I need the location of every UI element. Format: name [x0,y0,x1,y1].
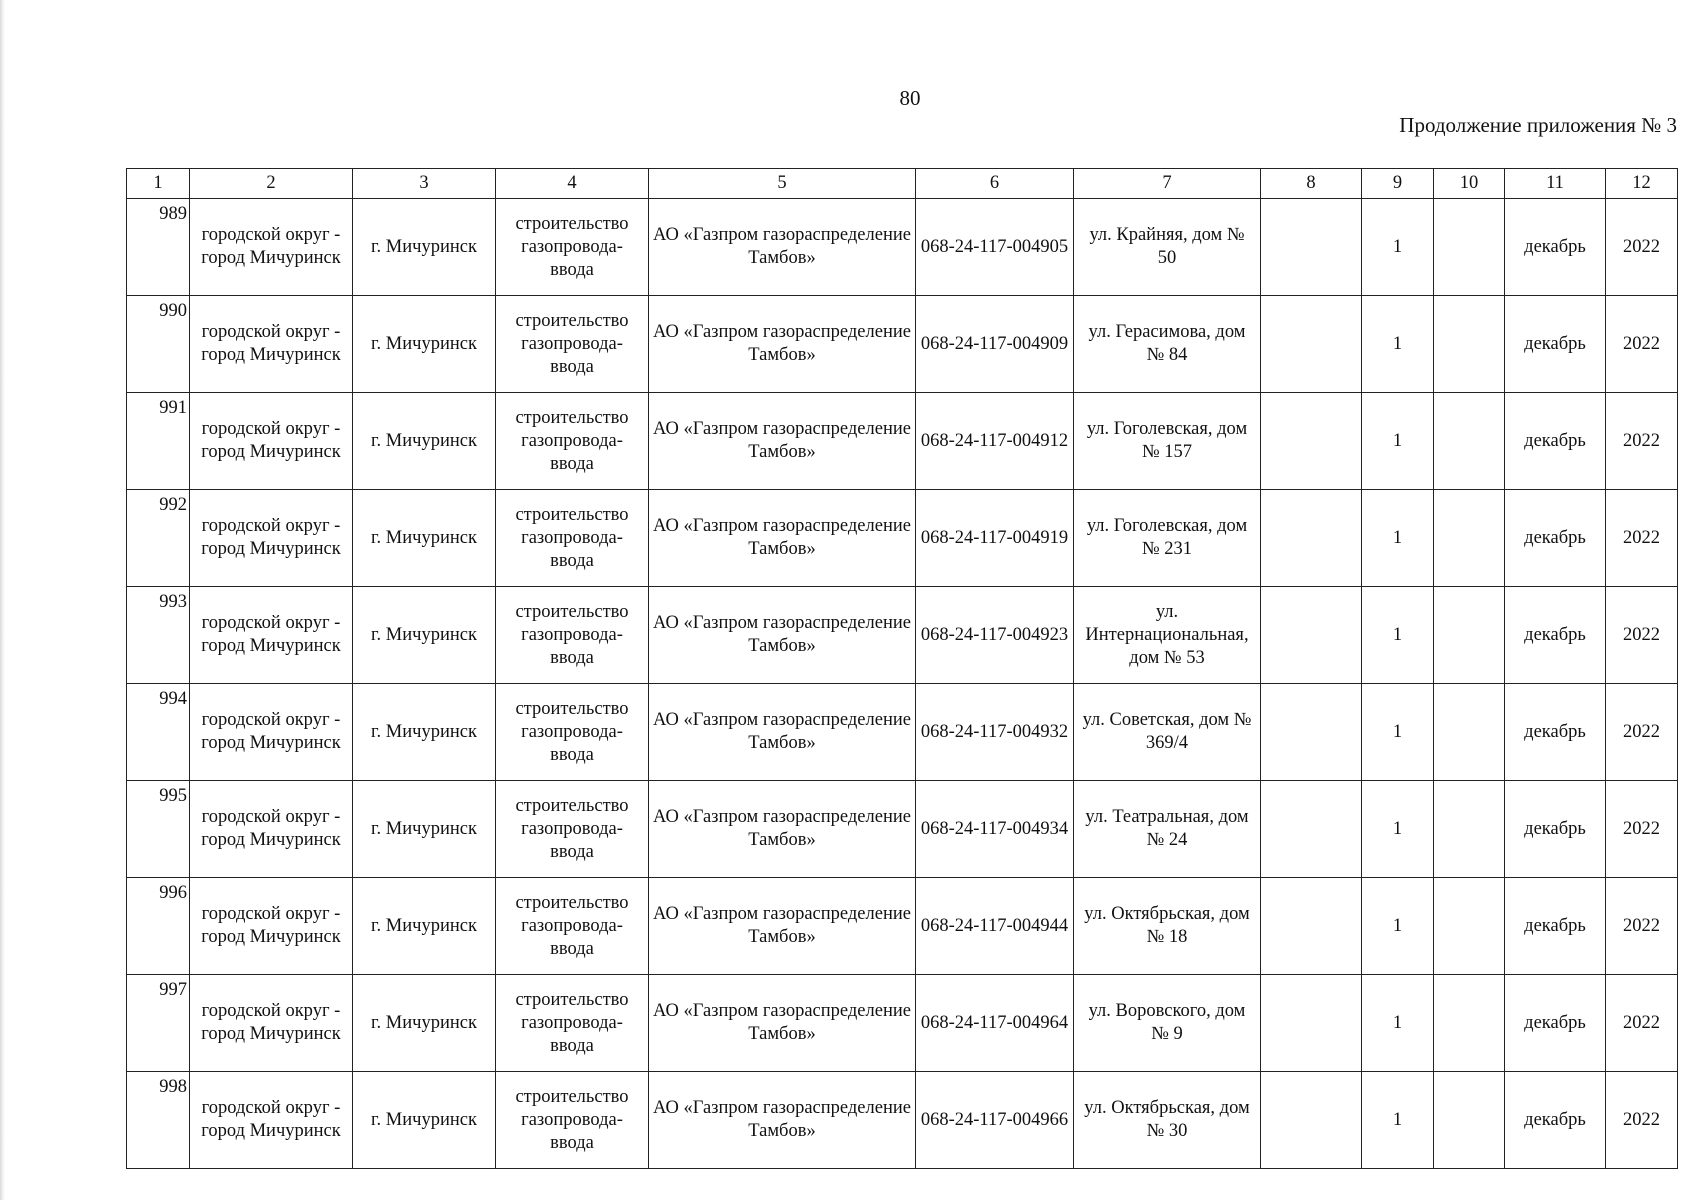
year-cell: 2022 [1606,781,1678,878]
object-code-cell: 068-24-117-004905 [916,199,1074,296]
table-row [127,684,1678,781]
table-row [127,587,1678,684]
row-number: 993 [127,587,190,684]
address-cell: ул. Крайняя, дом № 50 [1074,199,1261,296]
column-header: 1 [127,169,190,199]
organization-cell: АО «Газпром газораспределение Тамбов» [649,975,916,1072]
work-type-cell: строительство газопровода-ввода [496,490,649,587]
district-cell: городской округ - город Мичуринск [190,393,353,490]
city-cell: г. Мичуринск [353,490,496,587]
work-type-cell: строительство газопровода-ввода [496,393,649,490]
city-cell: г. Мичуринск [353,684,496,781]
column-10-cell [1434,587,1505,684]
column-header: 7 [1074,169,1261,199]
year-cell: 2022 [1606,393,1678,490]
organization-cell: АО «Газпром газораспределение Тамбов» [649,684,916,781]
district-cell: городской округ - город Мичуринск [190,878,353,975]
quantity-cell: 1 [1362,587,1434,684]
address-cell: ул. Театральная, дом № 24 [1074,781,1261,878]
table-row [127,781,1678,878]
row-number: 990 [127,296,190,393]
organization-cell: АО «Газпром газораспределение Тамбов» [649,1072,916,1169]
object-code-cell: 068-24-117-004932 [916,684,1074,781]
column-header: 3 [353,169,496,199]
table-row [127,296,1678,393]
city-cell: г. Мичуринск [353,587,496,684]
district-cell: городской округ - город Мичуринск [190,684,353,781]
column-8-cell [1261,393,1362,490]
column-10-cell [1434,296,1505,393]
city-cell: г. Мичуринск [353,1072,496,1169]
column-8-cell [1261,878,1362,975]
quantity-cell: 1 [1362,1072,1434,1169]
column-10-cell [1434,393,1505,490]
object-code-cell: 068-24-117-004923 [916,587,1074,684]
work-type-cell: строительство газопровода-ввода [496,975,649,1072]
column-8-cell [1261,587,1362,684]
year-cell: 2022 [1606,199,1678,296]
column-10-cell [1434,684,1505,781]
city-cell: г. Мичуринск [353,296,496,393]
year-cell: 2022 [1606,975,1678,1072]
quantity-cell: 1 [1362,296,1434,393]
year-cell: 2022 [1606,684,1678,781]
object-code-cell: 068-24-117-004934 [916,781,1074,878]
address-cell: ул. Гоголевская, дом № 231 [1074,490,1261,587]
month-cell: декабрь [1505,587,1606,684]
address-cell: ул. Октябрьская, дом № 18 [1074,878,1261,975]
district-cell: городской округ - город Мичуринск [190,490,353,587]
month-cell: декабрь [1505,878,1606,975]
quantity-cell: 1 [1362,199,1434,296]
column-10-cell [1434,1072,1505,1169]
table-row [127,490,1678,587]
table-header [127,169,1678,199]
quantity-cell: 1 [1362,490,1434,587]
work-type-cell: строительство газопровода-ввода [496,296,649,393]
organization-cell: АО «Газпром газораспределение Тамбов» [649,878,916,975]
column-header: 6 [916,169,1074,199]
month-cell: декабрь [1505,1072,1606,1169]
month-cell: декабрь [1505,296,1606,393]
table-row [127,393,1678,490]
district-cell: городской округ - город Мичуринск [190,781,353,878]
column-header: 8 [1261,169,1362,199]
row-number: 994 [127,684,190,781]
table-row [127,878,1678,975]
row-number: 998 [127,1072,190,1169]
column-8-cell [1261,199,1362,296]
column-8-cell [1261,781,1362,878]
column-8-cell [1261,684,1362,781]
object-code-cell: 068-24-117-004944 [916,878,1074,975]
district-cell: городской округ - город Мичуринск [190,1072,353,1169]
quantity-cell: 1 [1362,781,1434,878]
column-header: 9 [1362,169,1434,199]
year-cell: 2022 [1606,1072,1678,1169]
organization-cell: АО «Газпром газораспределение Тамбов» [649,296,916,393]
object-code-cell: 068-24-117-004912 [916,393,1074,490]
table-row [127,199,1678,296]
work-type-cell: строительство газопровода-ввода [496,587,649,684]
header-row [127,169,1678,199]
city-cell: г. Мичуринск [353,199,496,296]
address-cell: ул. Герасимова, дом № 84 [1074,296,1261,393]
object-code-cell: 068-24-117-004964 [916,975,1074,1072]
address-cell: ул. Октябрьская, дом № 30 [1074,1072,1261,1169]
district-cell: городской округ - город Мичуринск [190,975,353,1072]
row-number: 989 [127,199,190,296]
month-cell: декабрь [1505,684,1606,781]
address-cell: ул. Интернациональная, дом № 53 [1074,587,1261,684]
row-number: 996 [127,878,190,975]
organization-cell: АО «Газпром газораспределение Тамбов» [649,490,916,587]
row-number: 992 [127,490,190,587]
organization-cell: АО «Газпром газораспределение Тамбов» [649,393,916,490]
object-code-cell: 068-24-117-004966 [916,1072,1074,1169]
year-cell: 2022 [1606,490,1678,587]
page-number: 80 [899,86,921,110]
district-cell: городской округ - город Мичуринск [190,587,353,684]
address-cell: ул. Гоголевская, дом № 157 [1074,393,1261,490]
work-type-cell: строительство газопровода-ввода [496,1072,649,1169]
district-cell: городской округ - город Мичуринск [190,296,353,393]
month-cell: декабрь [1505,975,1606,1072]
column-10-cell [1434,975,1505,1072]
year-cell: 2022 [1606,587,1678,684]
scan-edge [0,0,5,1200]
district-cell: городской округ - город Мичуринск [190,199,353,296]
quantity-cell: 1 [1362,975,1434,1072]
appendix-title: Продолжение приложения № 3 [1399,113,1677,137]
table-row [127,975,1678,1072]
city-cell: г. Мичуринск [353,878,496,975]
row-number: 995 [127,781,190,878]
registry-table [126,168,1678,1169]
column-8-cell [1261,1072,1362,1169]
work-type-cell: строительство газопровода-ввода [496,199,649,296]
month-cell: декабрь [1505,393,1606,490]
city-cell: г. Мичуринск [353,393,496,490]
table-body [127,199,1678,1169]
year-cell: 2022 [1606,878,1678,975]
object-code-cell: 068-24-117-004919 [916,490,1074,587]
column-8-cell [1261,975,1362,1072]
table-row [127,1072,1678,1169]
column-header: 2 [190,169,353,199]
work-type-cell: строительство газопровода-ввода [496,878,649,975]
quantity-cell: 1 [1362,878,1434,975]
work-type-cell: строительство газопровода-ввода [496,781,649,878]
column-8-cell [1261,490,1362,587]
address-cell: ул. Советская, дом № 369/4 [1074,684,1261,781]
column-header: 4 [496,169,649,199]
city-cell: г. Мичуринск [353,781,496,878]
month-cell: декабрь [1505,490,1606,587]
column-10-cell [1434,199,1505,296]
row-number: 997 [127,975,190,1072]
column-header: 11 [1505,169,1606,199]
month-cell: декабрь [1505,199,1606,296]
column-10-cell [1434,781,1505,878]
city-cell: г. Мичуринск [353,975,496,1072]
quantity-cell: 1 [1362,684,1434,781]
object-code-cell: 068-24-117-004909 [916,296,1074,393]
organization-cell: АО «Газпром газораспределение Тамбов» [649,587,916,684]
address-cell: ул. Воровского, дом № 9 [1074,975,1261,1072]
organization-cell: АО «Газпром газораспределение Тамбов» [649,781,916,878]
year-cell: 2022 [1606,296,1678,393]
organization-cell: АО «Газпром газораспределение Тамбов» [649,199,916,296]
column-header: 12 [1606,169,1678,199]
row-number: 991 [127,393,190,490]
column-header: 5 [649,169,916,199]
work-type-cell: строительство газопровода-ввода [496,684,649,781]
quantity-cell: 1 [1362,393,1434,490]
column-header: 10 [1434,169,1505,199]
column-8-cell [1261,296,1362,393]
column-10-cell [1434,878,1505,975]
column-10-cell [1434,490,1505,587]
month-cell: декабрь [1505,781,1606,878]
